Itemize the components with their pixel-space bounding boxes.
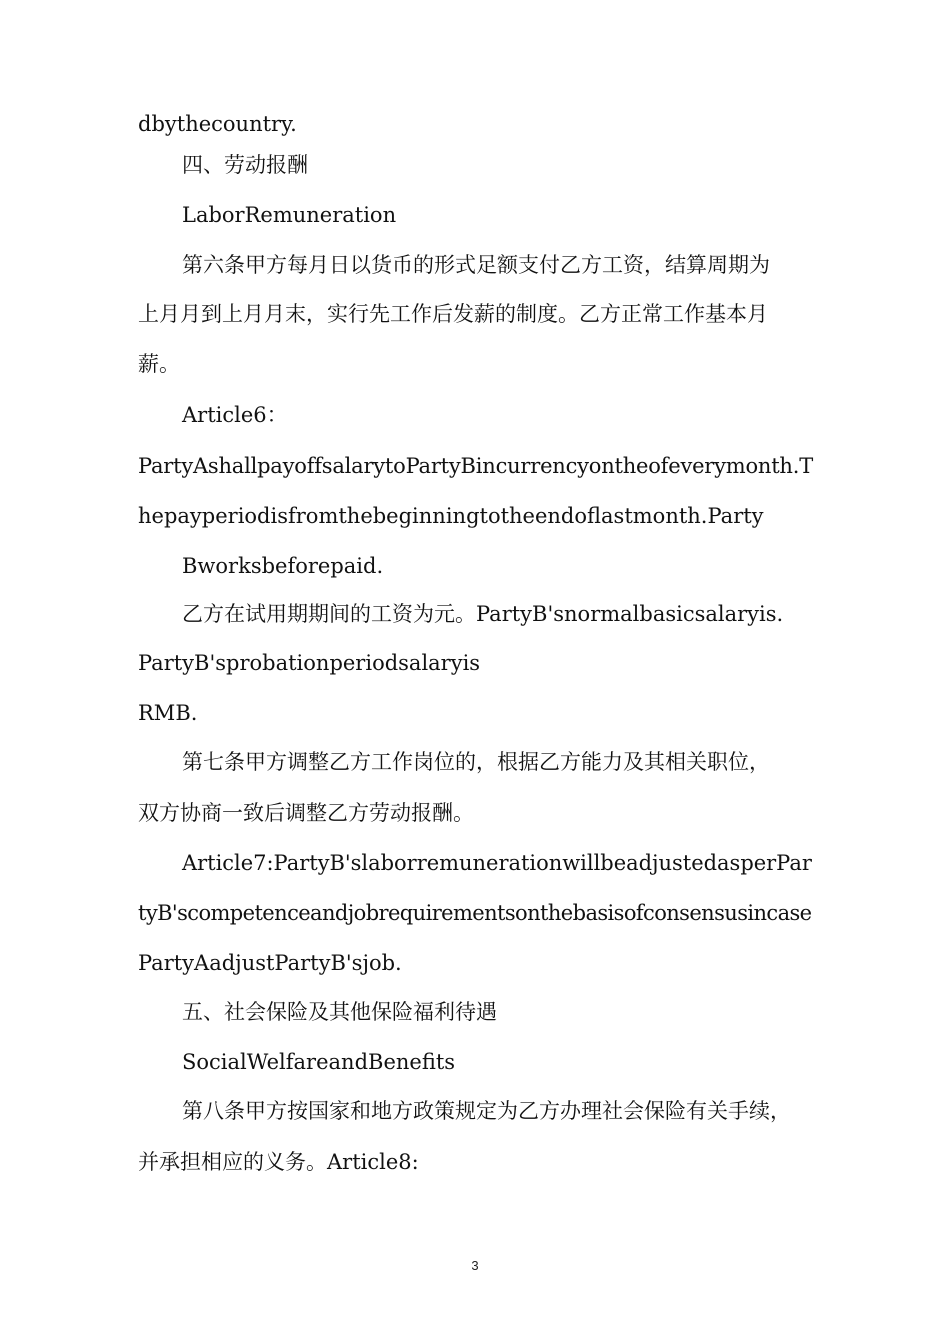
text-line: PartyAshallpayoffsalarytoPartyBincurrencyontheofeverymonth.T	[138, 454, 813, 478]
text-line: hepayperiodisfromthebeginningtotheendoflastmonth.Party	[138, 504, 764, 528]
text-line: Bworksbeforepaid.	[182, 554, 384, 578]
text-line: Article7:PartyB'slaborremunerationwillbeadjustedasperPar	[182, 851, 812, 875]
text-line: dbythecountry.	[138, 112, 297, 136]
section-heading: 五、社会保险及其他保险福利待遇	[182, 1000, 497, 1024]
text-line: 第八条甲方按国家和地方政策规定为乙方办理社会保险有关手续，	[182, 1099, 791, 1123]
text-line: Article6：	[182, 403, 288, 427]
section-heading-en: LaborRemuneration	[182, 203, 397, 227]
text-line: 薪。	[138, 352, 180, 376]
text-line: tyB'scompetenceandjobrequirementsonthebasisofconsensusincase	[138, 901, 812, 925]
section-heading: 四、劳动报酬	[182, 153, 308, 177]
text-line: PartyB'sprobationperiodsalaryis	[138, 651, 481, 675]
page-number: 3	[471, 1258, 479, 1273]
text-line: 乙方在试用期期间的工资为元。PartyB'snormalbasicsalaryis.	[182, 602, 784, 626]
text-line: 第六条甲方每月日以货币的形式足额支付乙方工资，结算周期为	[182, 253, 770, 277]
section-heading-en: SocialWelfareandBenefits	[182, 1050, 456, 1074]
text-line: 上月月到上月月末，实行先工作后发薪的制度。乙方正常工作基本月	[138, 302, 768, 326]
text-line: 并承担相应的义务。Article8:	[138, 1150, 419, 1174]
text-line: RMB.	[138, 701, 198, 725]
text-line: 双方协商一致后调整乙方劳动报酬。	[138, 801, 474, 825]
text-line: 第七条甲方调整乙方工作岗位的，根据乙方能力及其相关职位，	[182, 750, 770, 774]
text-line: PartyAadjustPartyB'sjob.	[138, 951, 402, 975]
